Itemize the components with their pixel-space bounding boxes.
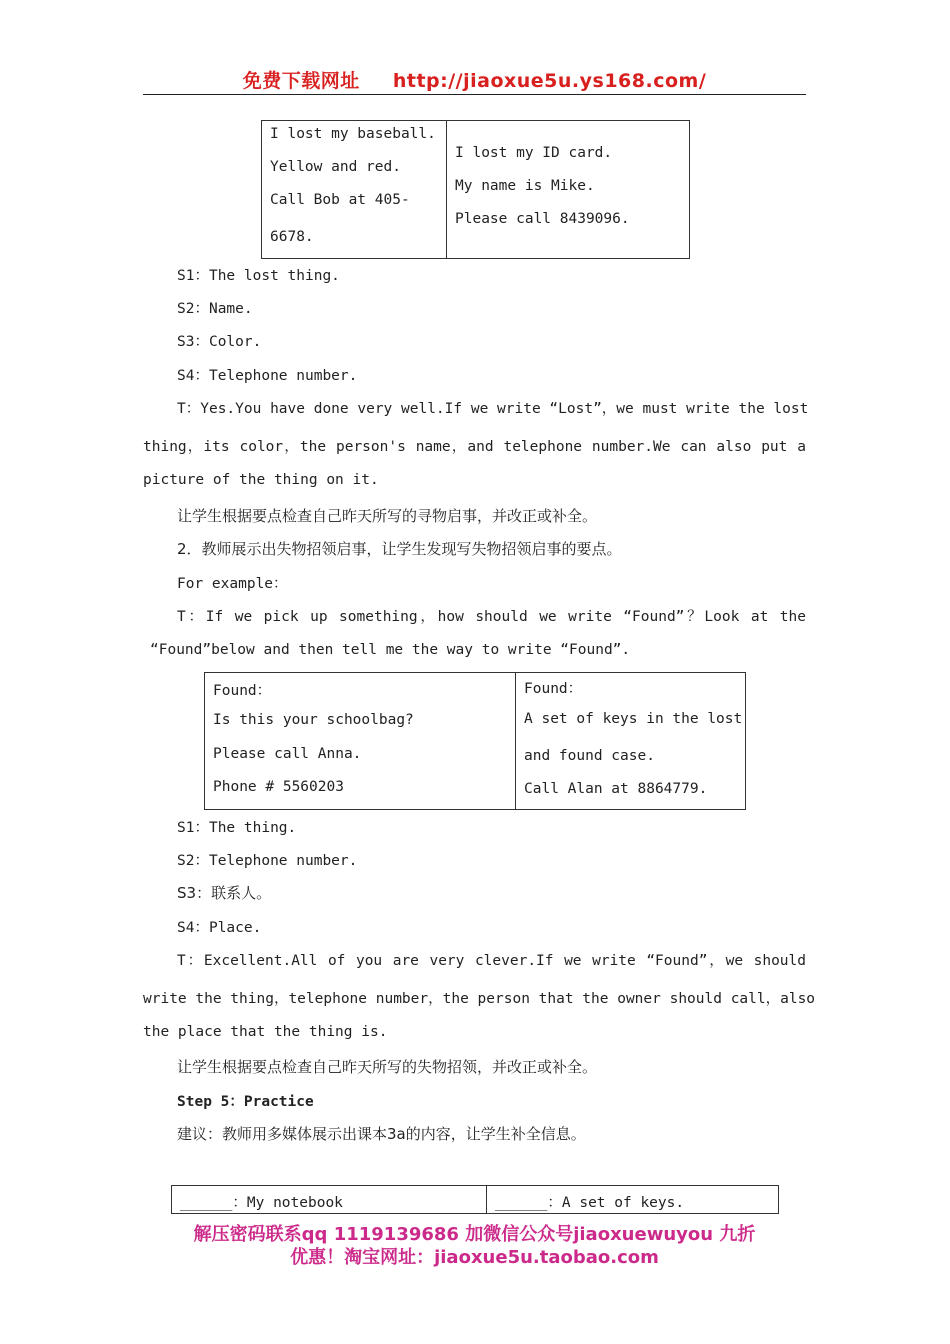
footer-line-1: 解压密码联系qq 1119139686 加微信公众号jiaoxuewuyou 九折 xyxy=(193,1224,756,1245)
lost-right-line: My name is Mike. xyxy=(455,178,595,194)
practice-right-text: ______：A set of keys. xyxy=(495,1195,685,1211)
found-right-line: A set of keys in the lost xyxy=(524,711,743,727)
teacher-line: T：Excellent.All of you are very clever.If we write “Found”，we should xyxy=(177,953,806,969)
teacher-line: “Found”below and then tell me the way to write “Found”. xyxy=(150,642,631,658)
s4-answer: S4：Telephone number. xyxy=(177,368,358,384)
practice-table xyxy=(171,1185,779,1214)
s3-answer: S3：联系人。 xyxy=(177,884,272,902)
teacher-line: thing，its color，the person's name，and telephone number.We can also put a xyxy=(143,439,806,455)
s1-answer: S1：The lost thing. xyxy=(177,268,340,284)
header-divider xyxy=(143,94,806,95)
found-left-line: Found： xyxy=(213,683,272,699)
found-notice-left xyxy=(205,673,516,810)
s3-answer: S3：Color. xyxy=(177,334,262,350)
s4-answer: S4：Place. xyxy=(177,920,262,936)
practice-cell-right xyxy=(487,1186,779,1214)
teacher-line: write the thing，telephone number，the person that the owner should call，also xyxy=(143,991,816,1007)
s2-answer: S2：Name. xyxy=(177,301,253,317)
step-5-heading: Step 5：Practice xyxy=(177,1094,314,1110)
lost-notice-left xyxy=(262,121,447,259)
teacher-line: the place that the thing is. xyxy=(143,1024,388,1040)
item-2-instruction: 2．教师展示出失物招领启事，让学生发现写失物招领启事的要点。 xyxy=(177,540,622,558)
found-notice-table xyxy=(204,672,746,810)
lost-left-line: Call Bob at 405- xyxy=(270,192,410,208)
found-right-line: and found case. xyxy=(524,748,655,764)
found-right-line: Call Alan at 8864779. xyxy=(524,781,708,797)
lost-left-line: 6678. xyxy=(270,229,314,245)
header-title: 免费下载网址 xyxy=(242,70,360,92)
header-url-link[interactable]: http://jiaoxue5u.ys168.com/ xyxy=(392,70,707,92)
teacher-line: T：Yes.You have done very well.If we write “Lost”，we must write the lost xyxy=(177,401,809,417)
lost-right-line: I lost my ID card. xyxy=(455,145,613,161)
found-left-line: Is this your schoolbag? xyxy=(213,712,414,728)
teacher-line: T：If we pick up something，how should we write “Found”？Look at the xyxy=(177,609,806,625)
s2-answer: S2：Telephone number. xyxy=(177,853,358,869)
found-right-line: Found： xyxy=(524,681,583,697)
chinese-instruction: 让学生根据要点检查自己昨天所写的失物招领，并改正或补全。 xyxy=(177,1058,598,1076)
lost-right-line: Please call 8439096. xyxy=(455,211,630,227)
practice-cell-left xyxy=(172,1186,487,1214)
lost-notice-table xyxy=(261,120,690,259)
lost-left-line: Yellow and red. xyxy=(270,159,401,175)
practice-left-text: ______：My notebook xyxy=(180,1195,343,1211)
lost-left-line: I lost my baseball. xyxy=(270,126,436,142)
s1-answer: S1：The thing. xyxy=(177,820,297,836)
suggestion-text: 建议：教师用多媒体展示出课本3a的内容，让学生补全信息。 xyxy=(177,1125,586,1143)
found-left-line: Phone # 5560203 xyxy=(213,779,344,795)
found-left-line: Please call Anna. xyxy=(213,746,362,762)
page-header xyxy=(143,66,806,94)
chinese-instruction: 让学生根据要点检查自己昨天所写的寻物启事，并改正或补全。 xyxy=(177,507,598,525)
footer-line-2: 优惠！淘宝网址：jiaoxue5u.taobao.com xyxy=(290,1247,659,1268)
for-example-label: For example： xyxy=(177,576,288,592)
found-notice-right xyxy=(516,673,746,810)
teacher-line: picture of the thing on it. xyxy=(143,472,379,488)
lost-notice-right xyxy=(447,121,690,259)
